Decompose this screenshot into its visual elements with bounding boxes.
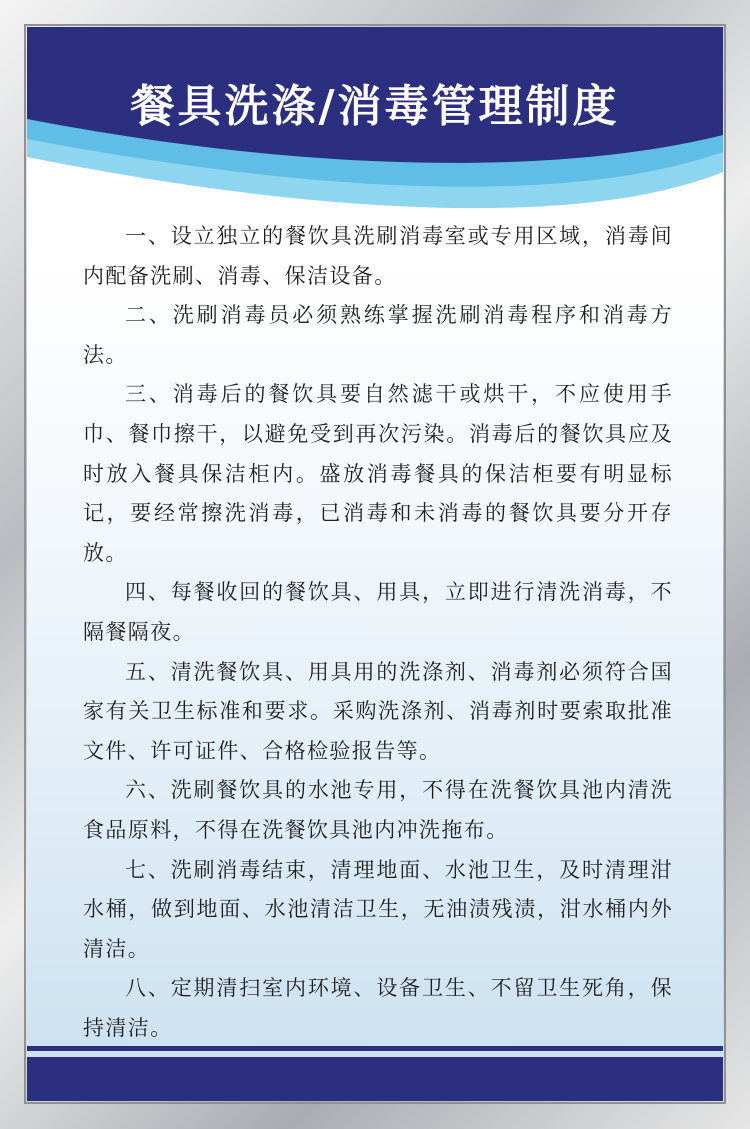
rule-item: 五、清洗餐饮具、用具用的洗涤剂、消毒剂必须符合国家有关卫生标准和要求。采购洗涤剂、消毒剂时要索取批准文件、许可证件、合格检验报告等。 (83, 659, 673, 763)
page-title: 餐具洗涤/消毒管理制度 (130, 81, 620, 132)
sign-board (27, 27, 723, 1101)
rule-item: 八、定期清扫室内环境、设备卫生、不留卫生死角，保持清洁。 (83, 976, 673, 1040)
rule-item: 七、洗刷消毒结束，清理地面、水池卫生，及时清理泔水桶，做到地面、水池清洁卫生，无油渍残渍，泔水桶内外清洁。 (83, 857, 673, 961)
rule-item: 六、洗刷餐饮具的水池专用，不得在洗餐饮具池内清洗食品原料，不得在洗餐饮具池内冲洗拖布。 (83, 778, 673, 842)
rule-item: 四、每餐收回的餐饮具、用具，立即进行清洗消毒，不隔餐隔夜。 (83, 580, 673, 644)
rule-item: 一、设立独立的餐饮具洗刷消毒室或专用区域，消毒间内配备洗刷、消毒、保洁设备。 (83, 224, 673, 288)
footer-divider (27, 1046, 723, 1051)
rule-item: 二、洗刷消毒员必须熟练掌握洗刷消毒程序和消毒方法。 (83, 303, 673, 367)
rules-list (83, 217, 673, 1048)
footer-bar (27, 1057, 723, 1101)
rule-item: 三、消毒后的餐饮具要自然滤干或烘干，不应使用手巾、餐巾擦干，以避免受到再次污染。消毒后的餐饮具应及时放入餐具保洁柜内。盛放消毒餐具的保洁柜要有明显标记，要经常擦洗消毒，已消毒和未消毒的餐饮具要分开存放。 (83, 382, 673, 565)
